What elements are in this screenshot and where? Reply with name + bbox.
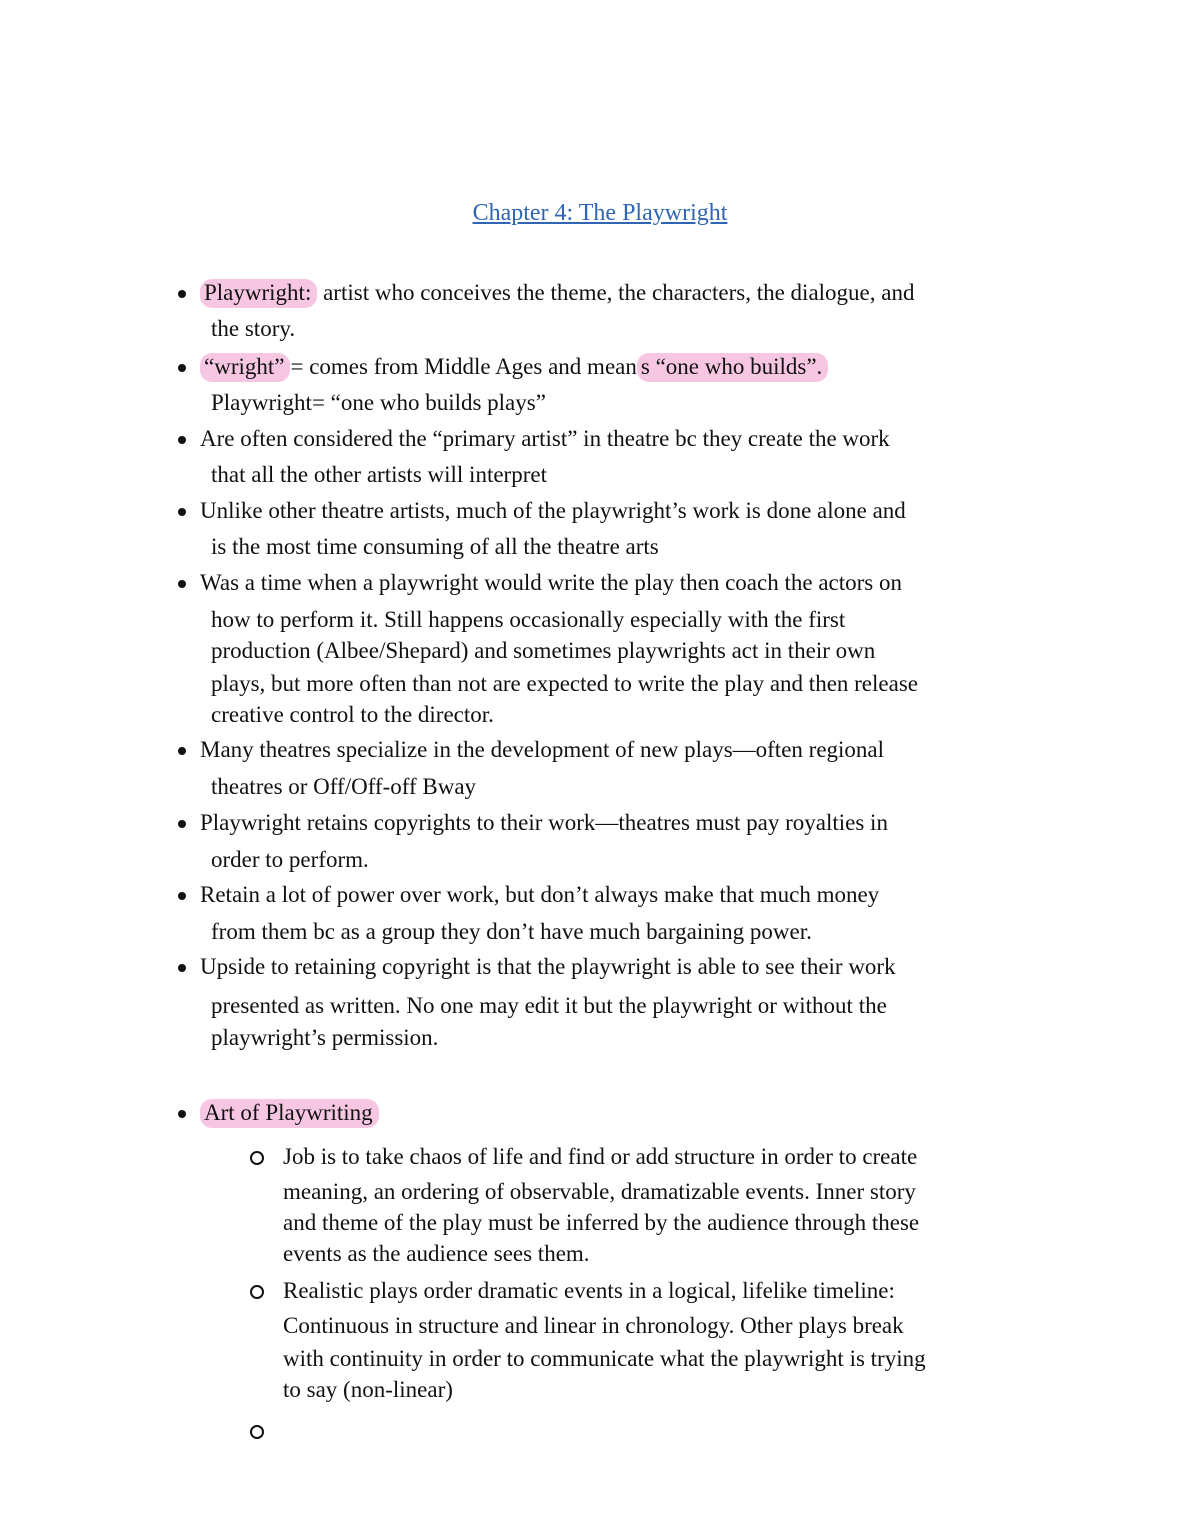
circle-bullet-icon [250, 1285, 264, 1299]
item-text: meaning, an ordering of observable, dramatizable events. Inner story [283, 1179, 916, 1204]
highlighted-term: s “one who builds”. [637, 353, 828, 382]
bullet-icon [178, 436, 186, 444]
bullet-icon [178, 290, 186, 298]
bullet-icon [178, 820, 186, 828]
circle-bullet-icon [250, 1151, 264, 1165]
item-text: that all the other artists will interpret [211, 462, 547, 487]
bullet-icon [178, 747, 186, 755]
circle-bullet-icon [250, 1425, 264, 1439]
item-text: presented as written. No one may edit it but the playwright or without the [211, 993, 887, 1018]
bullet-icon [178, 580, 186, 588]
item-text: artist who conceives the theme, the characters, the dialogue, and [317, 280, 915, 305]
item-text: is the most time consuming of all the theatre arts [211, 534, 659, 559]
bullet-icon [178, 1110, 186, 1118]
item-text: how to perform it. Still happens occasionally especially with the first [211, 607, 846, 632]
bullet-icon [178, 892, 186, 900]
item-text: and theme of the play must be inferred by the audience through these [283, 1210, 920, 1235]
item-text: playwright’s permission. [211, 1025, 439, 1050]
item-text: Realistic plays order dramatic events in a logical, lifelike timeline: [283, 1278, 895, 1303]
item-text: Continuous in structure and linear in chronology. Other plays break [283, 1313, 904, 1338]
item-text: Many theatres specialize in the development of new plays—often regional [200, 737, 885, 762]
section-heading: Art of Playwriting [200, 1099, 379, 1128]
highlighted-term: Playwright: [200, 279, 317, 308]
item-text: Job is to take chaos of life and find or add structure in order to create [283, 1144, 918, 1169]
item-text: production (Albee/Shepard) and sometimes playwrights act in their own [211, 638, 876, 663]
item-text: Are often considered the “primary artist” in theatre bc they create the work [200, 426, 890, 451]
bullet-icon [178, 508, 186, 516]
item-text: theatres or Off/Off-off Bway [211, 774, 477, 799]
highlighted-term: “wright” [200, 353, 290, 382]
item-text: from them bc as a group they don’t have much bargaining power. [211, 919, 812, 944]
item-text: the story. [211, 316, 296, 341]
item-text: Playwright retains copyrights to their work—theatres must pay royalties in [200, 810, 888, 835]
item-text: Unlike other theatre artists, much of the playwright’s work is done alone and [200, 498, 906, 523]
item-text: creative control to the director. [211, 702, 494, 727]
item-text: with continuity in order to communicate what the playwright is trying [283, 1346, 926, 1371]
bullet-icon [178, 364, 186, 372]
item-text: plays, but more often than not are expected to write the play and then release [211, 671, 918, 696]
item-text: Was a time when a playwright would write the play then coach the actors on [200, 570, 902, 595]
item-text: Upside to retaining copyright is that the playwright is able to see their work [200, 954, 896, 979]
item-text: = comes from Middle Ages and mean [290, 354, 637, 379]
bullet-icon [178, 964, 186, 972]
item-text: order to perform. [211, 847, 369, 872]
item-text: events as the audience sees them. [283, 1241, 590, 1266]
item-text: Playwright= “one who builds plays” [211, 390, 546, 415]
page-title: Chapter 4: The Playwright [472, 200, 728, 226]
item-text: Retain a lot of power over work, but don’t always make that much money [200, 882, 880, 907]
item-text: to say (non-linear) [283, 1377, 453, 1402]
